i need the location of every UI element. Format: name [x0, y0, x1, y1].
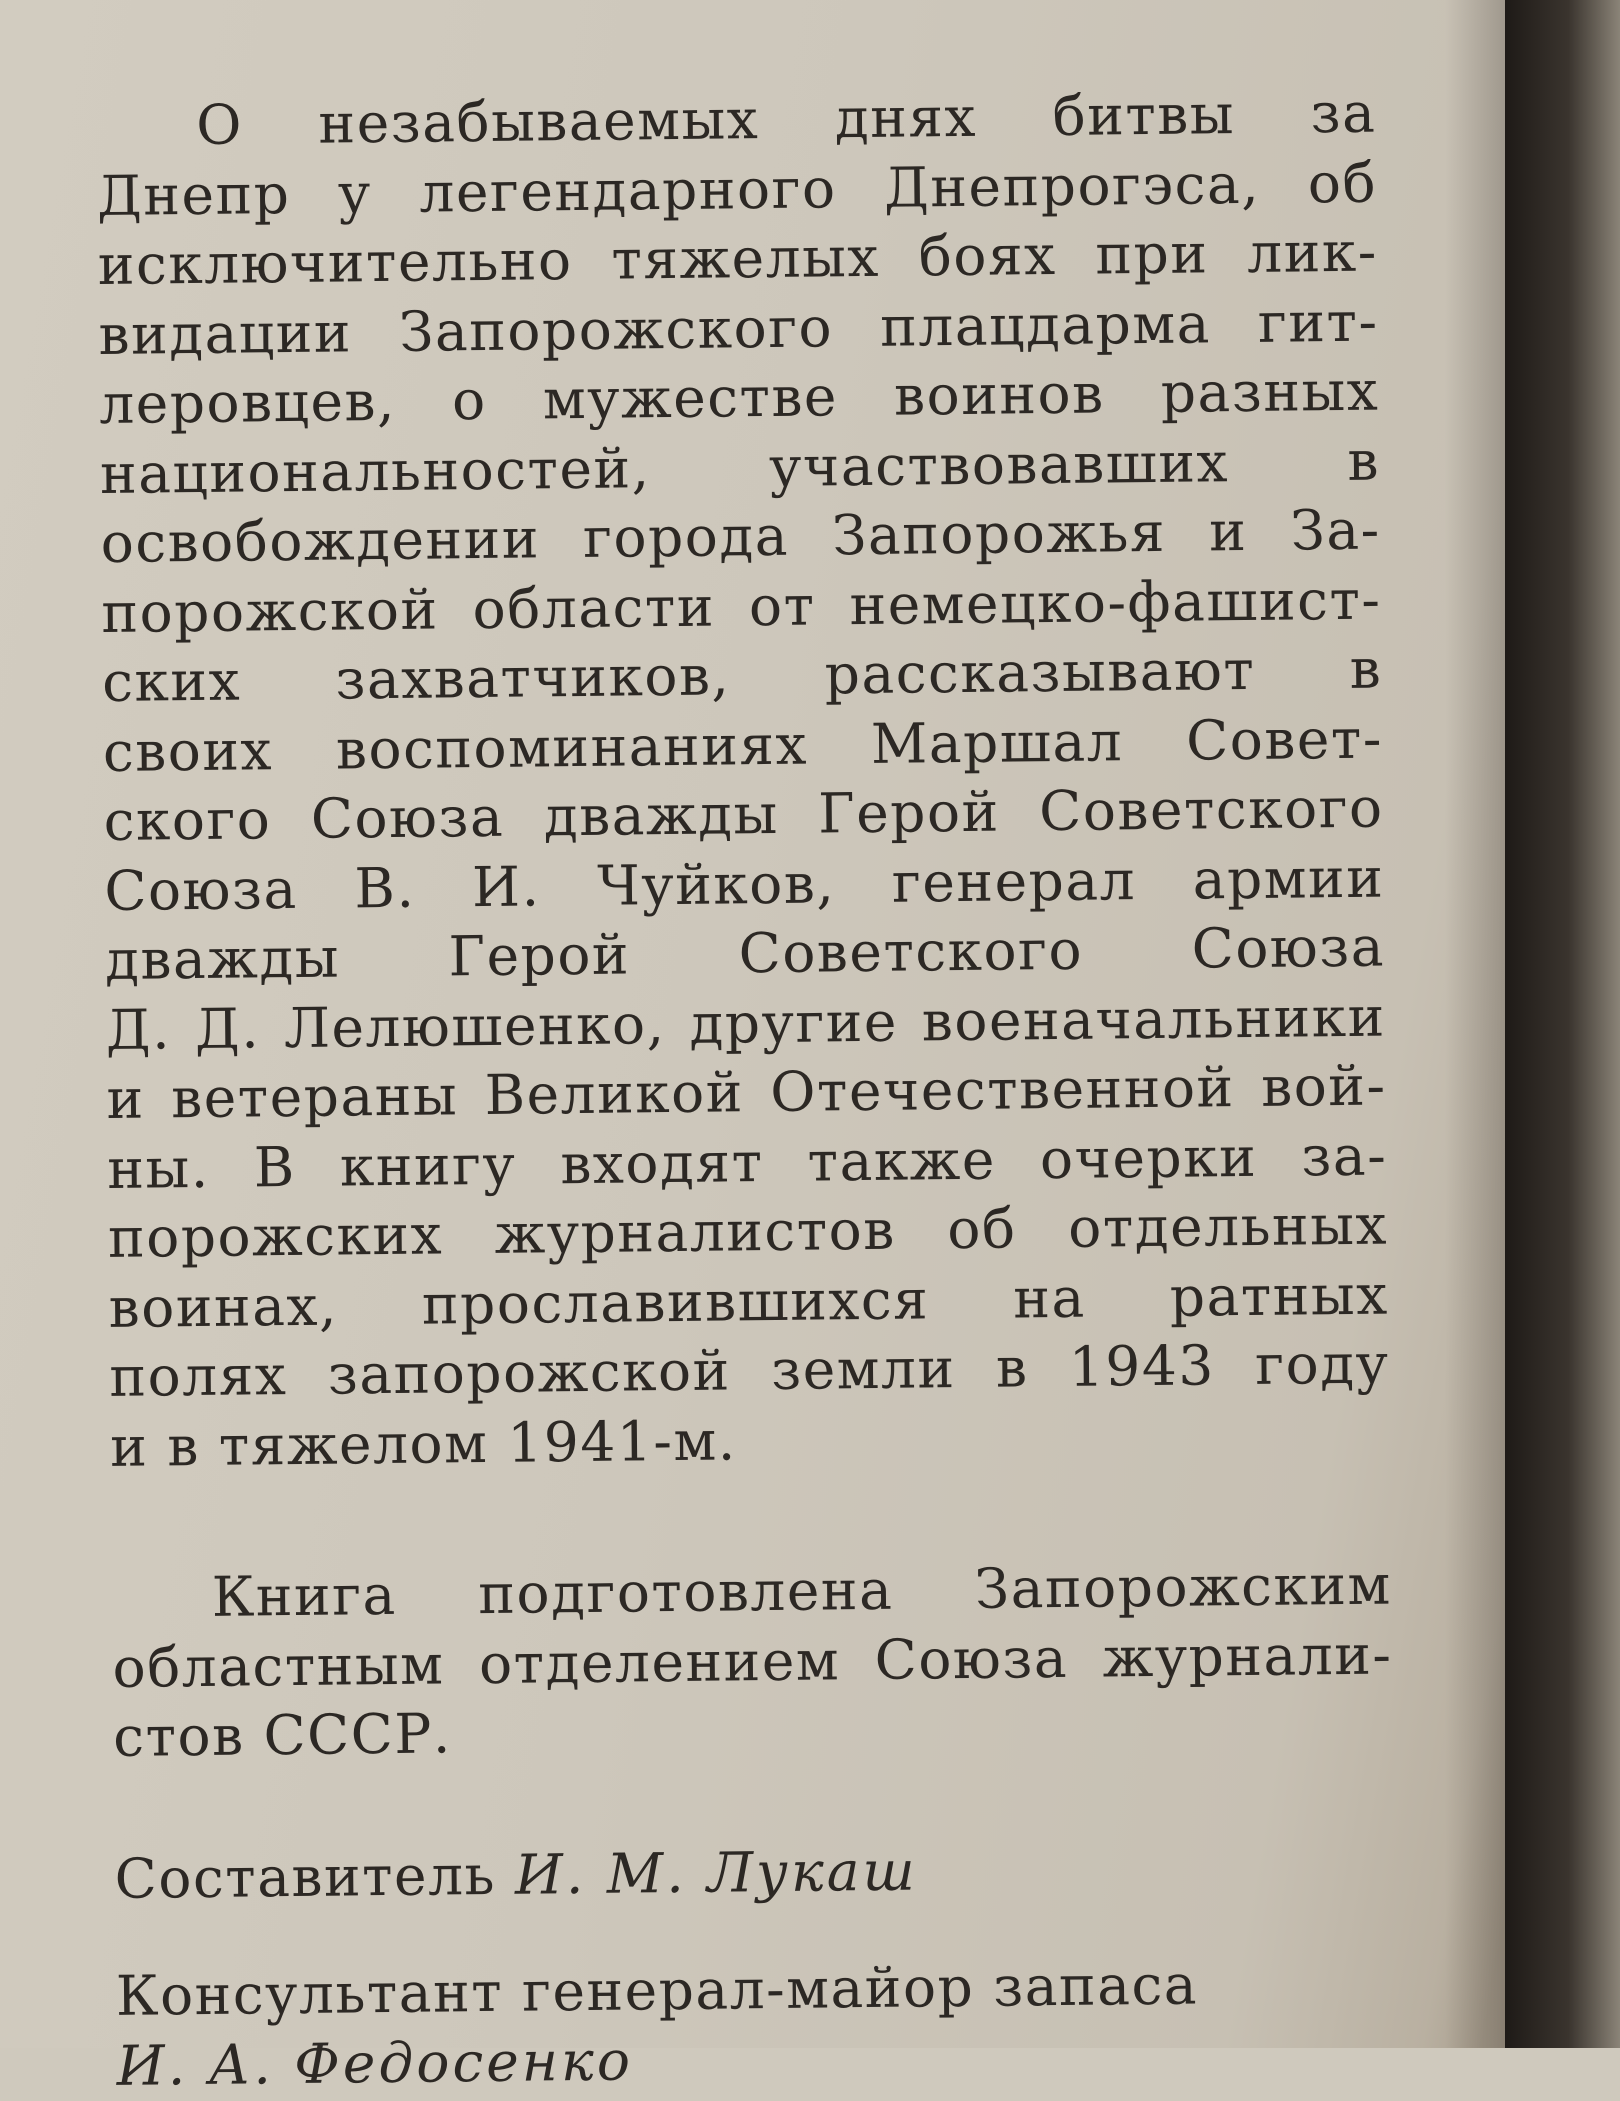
spacer — [114, 1759, 1395, 1844]
annotation-line: порожской области от немецко-фашист- — [101, 567, 1382, 645]
annotation-line: О незабываемых днях битвы за — [196, 80, 1377, 157]
consultant-label: Консультант генерал-майор запаса — [115, 1952, 1199, 2028]
consultant-name: И. А. Федосенко — [116, 2027, 634, 2098]
annotation-line: Днепр у легендарного Днепрогэса, об — [96, 150, 1378, 228]
annotation-line: ны. В книгу входят также очерки за- — [106, 1123, 1388, 1201]
annotation-line: видации Запорожского плацдарма гит- — [98, 289, 1379, 367]
compiler-label: Составитель — [114, 1842, 497, 1911]
annotation-line: дважды Герой Советского Союза — [104, 914, 1386, 992]
annotation-line: и ветераны Великой Отечественной вой- — [106, 1053, 1387, 1131]
annotation-line: полях запорожской земли в 1943 году — [109, 1331, 1390, 1409]
page-edge — [1505, 0, 1620, 2048]
annotation-line: и в тяжелом 1941-м. — [109, 1407, 737, 1479]
annotation-line: национальностей, участвовавших в — [99, 428, 1381, 506]
page-text — [96, 79, 1397, 2101]
compiler-name: И. М. Лукаш — [514, 1837, 918, 1907]
annotation-line: освобождении города Запорожья и За- — [100, 497, 1381, 575]
annotation-line: воинах, прославившихся на ратных — [108, 1262, 1389, 1340]
preparation-line: стов СССР. — [112, 1701, 453, 1769]
annotation-paragraph — [96, 79, 1390, 1482]
spacer — [111, 1469, 1392, 1564]
preparation-paragraph — [111, 1551, 1393, 1773]
annotation-line: Союза В. И. Чуйков, генерал армии — [104, 845, 1385, 923]
compiler-credit — [114, 1831, 1395, 1914]
consultant-credit — [116, 1948, 1397, 2100]
preparation-line: Книга подготовлена Запорожским — [211, 1552, 1393, 1629]
preparation-line: областным отделением Союза журнали- — [112, 1622, 1393, 1700]
annotation-line: Д. Д. Лелюшенко, другие военачальники — [105, 984, 1387, 1062]
page-fold-shadow — [1445, 0, 1505, 2048]
annotation-line: исключительно тяжелых боях при лик- — [97, 219, 1379, 297]
annotation-line: ского Союза дважды Герой Советского — [103, 775, 1384, 853]
annotation-line: леровцев, о мужестве воинов разных — [98, 358, 1380, 436]
annotation-line: своих воспоминаниях Маршал Совет- — [102, 706, 1384, 784]
annotation-line: ских захватчиков, рассказывают в — [101, 636, 1383, 714]
annotation-line: порожских журналистов об отдельных — [107, 1192, 1389, 1270]
